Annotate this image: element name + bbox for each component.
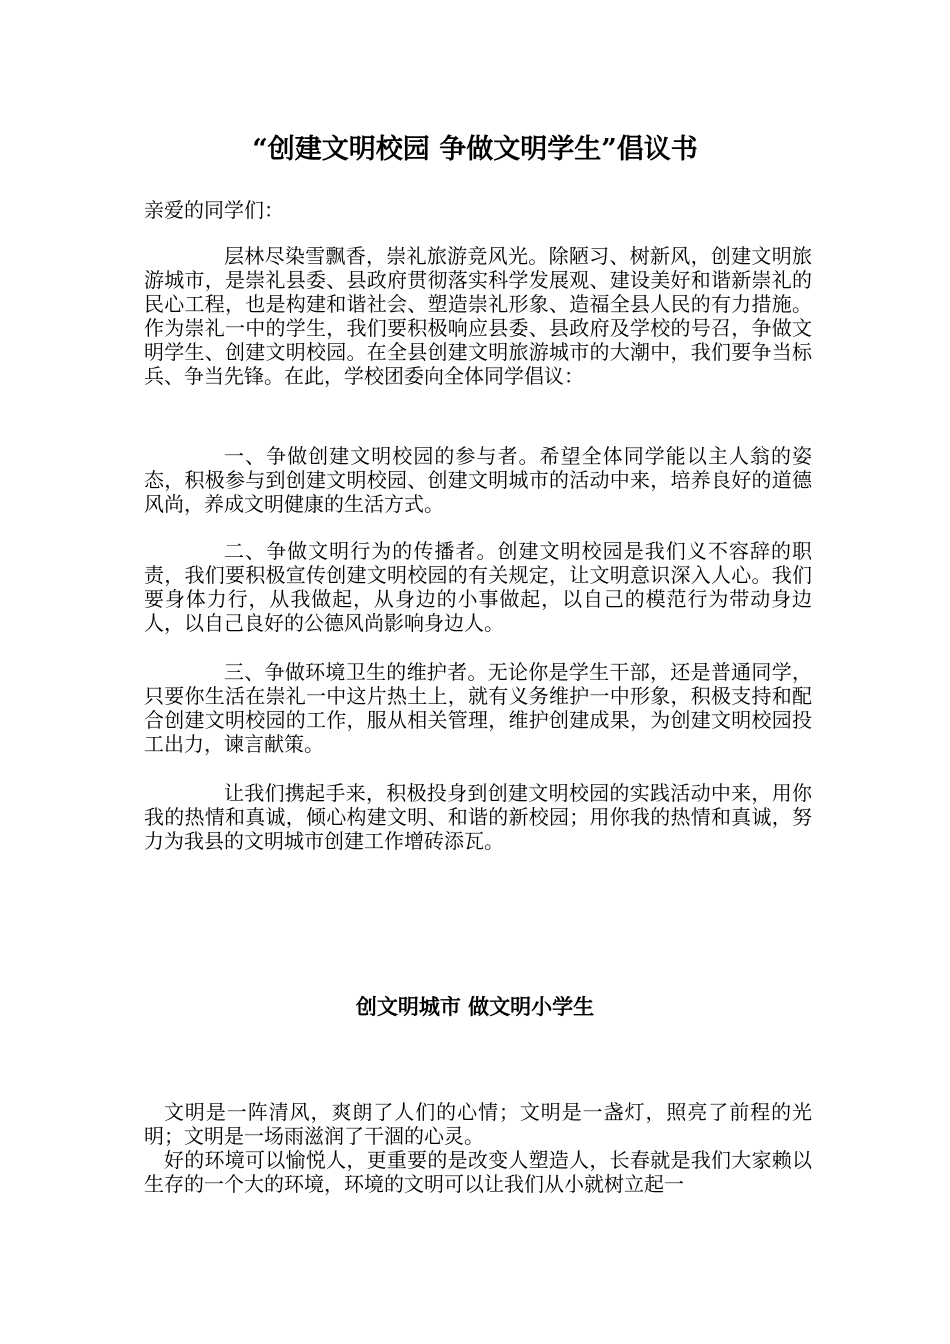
document-title: “创建文明校园 争做文明学生”倡议书 xyxy=(252,134,698,165)
paragraph-intro: 层林尽染雪飘香，崇礼旅游竞风光。除陋习、树新风，创建文明旅游城市，是崇礼县委、县政府贯彻落实科学发展观、建设美好和谐新崇礼的民心工程，也是构建和谐社会、塑造崇礼形象、造福全县人民的有力措施。作为崇礼一中的学生，我们要积极响应县委、县政府及学校的号召，争做文明学生、创建文明校园。在全县创建文明旅游城市的大潮中，我们要争当标兵、争当先锋。在此，学校团委向全体同学倡议： xyxy=(144,244,812,388)
second-article-paragraph-1: 文明是一阵清风，爽朗了人们的心情；文明是一盏灯，照亮了前程的光明；文明是一场雨滋润了干涸的心灵。 xyxy=(144,1100,812,1148)
second-article-paragraph-2: 好的环境可以愉悦人，更重要的是改变人塑造人，长春就是我们大家赖以生存的一个大的环境，环境的文明可以让我们从小就树立起一 xyxy=(144,1148,812,1196)
paragraph-proposal-1: 一、争做创建文明校园的参与者。希望全体同学能以主人翁的姿态，积极参与到创建文明校园、创建文明城市的活动中来，培养良好的道德风尚，养成文明健康的生活方式。 xyxy=(144,444,812,516)
greeting: 亲爱的同学们： xyxy=(144,198,284,222)
paragraph-proposal-2: 二、争做文明行为的传播者。创建文明校园是我们义不容辞的职责，我们要积极宣传创建文明校园的有关规定，让文明意识深入人心。我们要身体力行，从我做起，从身边的小事做起，以自己的模范行为带动身边人，以自己良好的公德风尚影响身边人。 xyxy=(144,539,812,635)
second-article-title: 创文明城市 做文明小学生 xyxy=(355,994,595,1019)
paragraph-proposal-3: 三、争做环境卫生的维护者。无论你是学生干部，还是普通同学，只要你生活在崇礼一中这片热土上，就有义务维护一中形象，积极支持和配合创建文明校园的工作，服从相关管理，维护创建成果，为创建文明校园投工出力，谏言献策。 xyxy=(144,660,812,756)
paragraph-closing: 让我们携起手来，积极投身到创建文明校园的实践活动中来，用你我的热情和真诚，倾心构建文明、和谐的新校园；用你我的热情和真诚，努力为我县的文明城市创建工作增砖添瓦。 xyxy=(144,781,812,853)
